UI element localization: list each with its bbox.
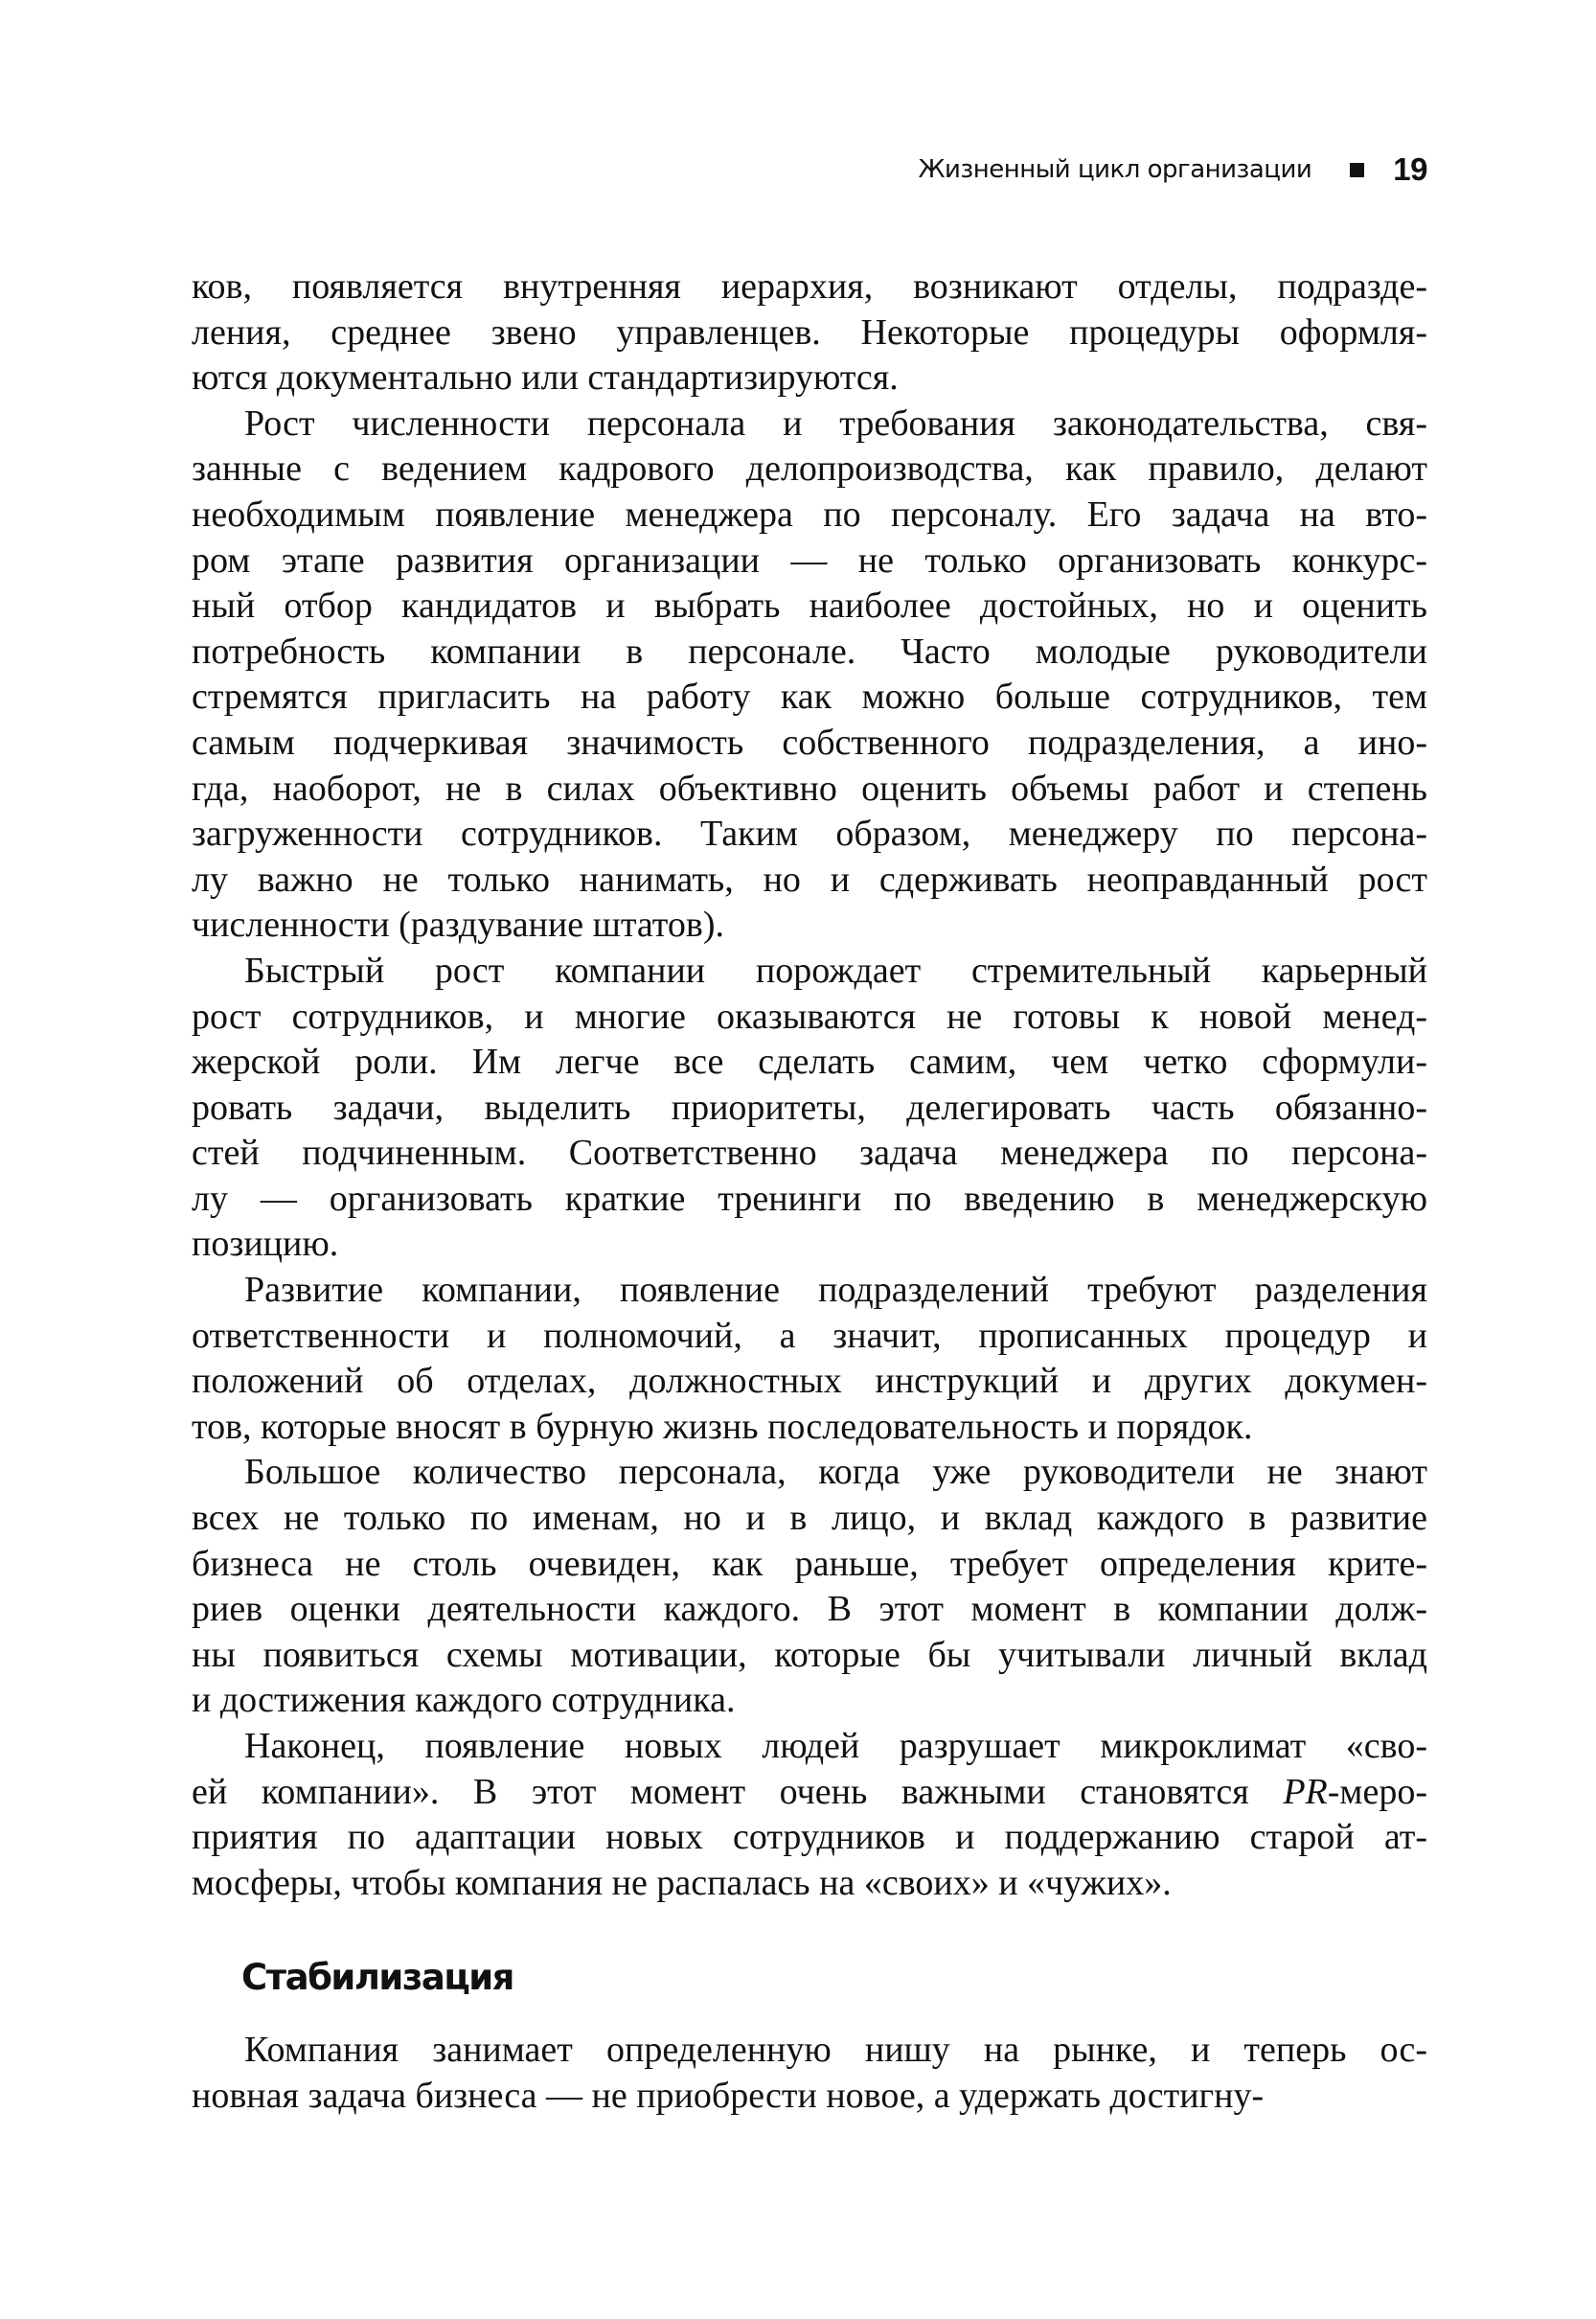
text-line: стремятся пригласить на работу как можно больше сотрудников, тем [192,677,1427,718]
text-line: ответственности и полномочий, а значит, прописанных процедур и [192,1315,1427,1356]
paragraph [192,2028,1427,2119]
text-line: потребность компании в персонале. Часто молодые руководители [192,631,1427,672]
page-number: 19 [1393,151,1427,187]
body-text [192,264,1427,1906]
text-line: жерской роли. Им легче все сделать самим, чем четко сформули- [192,1042,1427,1083]
paragraph [192,264,1427,402]
text-line: Наконец, появление новых людей разрушает микроклимат «сво- [244,1726,1427,1766]
text-segment: -меро- [1327,1771,1427,1812]
running-head [919,151,1427,188]
section-body-text [192,2028,1427,2119]
text-line: Компания занимает определенную нишу на рынке, и теперь ос- [244,2030,1427,2070]
text-line: необходимым появление менеджера по персоналу. Его задача на вто- [192,494,1427,535]
text-line: занные с ведением кадрового делопроизводства, как правило, делают [192,448,1427,490]
text-line: Быстрый рост компании порождает стремительный карьерный [244,950,1427,991]
paragraph [192,402,1427,949]
text-segment: ей компании». В этот момент очень важными становятся [192,1771,1284,1812]
section-heading: Стабилизация [241,1957,513,1998]
text-line: и достижения каждого сотрудника. [192,1680,736,1721]
text-line: ления, среднее звено управленцев. Некоторые процедуры оформля- [192,311,1427,353]
text-line: гда, наоборот, не в силах объективно оценить объемы работ и степень [192,768,1427,809]
text-line: ром этапе развития организации — не только организовать конкурс- [192,540,1427,581]
text-line: стей подчиненным. Соответственно задача менеджера по персона- [192,1133,1427,1174]
square-bullet-icon [1350,163,1364,177]
text-line: новная задача бизнеса — не приобрести новое, а удержать достигну- [192,2075,1265,2116]
running-head-title: Жизненный цикл организации [918,155,1312,184]
italic-term: PR [1283,1771,1328,1812]
text-line: положений об отделах, должностных инструкций и других докумен- [192,1361,1427,1402]
text-line: ный отбор кандидатов и выбрать наиболее достойных, но и оценить [192,585,1427,627]
text-line: приятия по адаптации новых сотрудников и поддержанию старой ат- [192,1817,1427,1858]
text-line: Большое количество персонала, когда уже руководители не знают [244,1452,1427,1493]
paragraph [192,949,1427,1268]
text-line: Рост численности персонала и требования законодательства, свя- [244,402,1427,444]
paragraph [192,1450,1427,1724]
text-line: тов, которые вносят в бурную жизнь последовательность и порядок. [192,1406,1253,1447]
paragraph [192,1724,1427,1906]
text-line: ются документально или стандартизируются. [192,357,899,399]
text-line [192,1770,1427,1816]
paragraph [192,1268,1427,1450]
text-line: риев оценки деятельности каждого. В этот момент в компании долж- [192,1589,1427,1630]
text-line: лу важно не только нанимать, но и сдерживать неоправданный рост [192,859,1427,900]
text-line: самым подчеркивая значимость собственного подразделения, а ино- [192,722,1427,763]
text-line: ков, появляется внутренняя иерархия, возникают отделы, подразде- [192,266,1427,307]
text-line: бизнеса не столь очевиден, как раньше, требует определения крите- [192,1543,1427,1584]
text-line: лу — организовать краткие тренинги по введению в менеджерскую [192,1178,1427,1219]
text-line: загруженности сотрудников. Таким образом, менеджеру по персона- [192,814,1427,855]
text-line: мосферы, чтобы компания не распалась на «своих» и «чужих». [192,1862,1172,1903]
text-line: численности (раздувание штатов). [192,905,725,946]
text-line: ны появиться схемы мотивации, которые бы учитывали личный вклад [192,1634,1427,1675]
text-line: позицию. [192,1224,339,1265]
text-line: всех не только по именам, но и в лицо, и вклад каждого в развитие [192,1498,1427,1539]
text-line: рост сотрудников, и многие оказываются не готовы к новой менед- [192,996,1427,1037]
text-line: ровать задачи, выделить приоритеты, делегировать часть обязанно- [192,1087,1427,1128]
text-line: Развитие компании, появление подразделений требуют разделения [244,1270,1427,1311]
